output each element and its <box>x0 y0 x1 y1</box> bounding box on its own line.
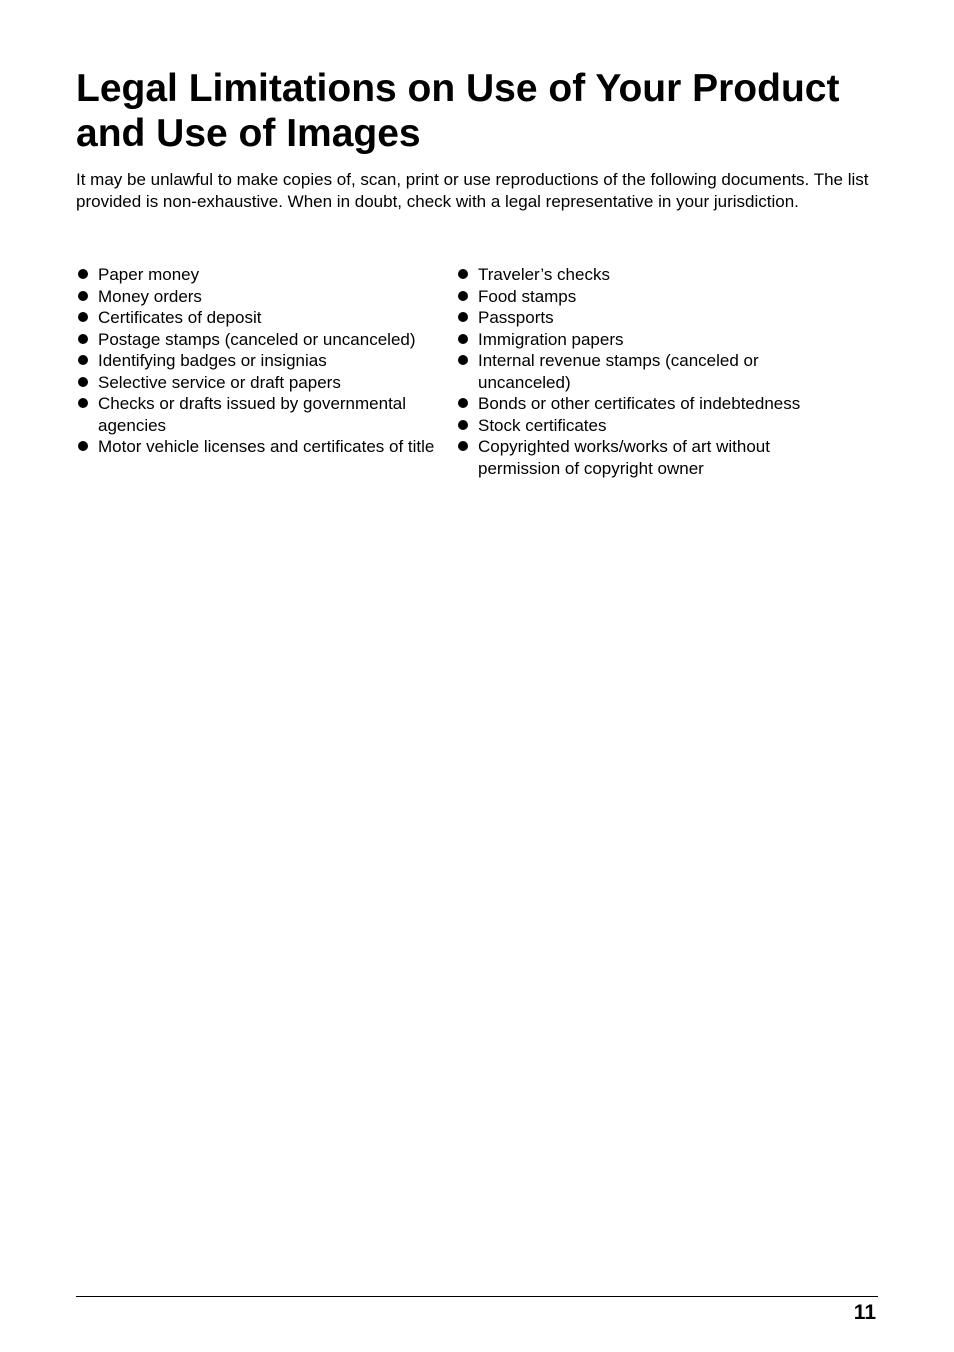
list-item <box>456 415 856 437</box>
list-item <box>76 307 460 329</box>
list-item-text: Identifying badges or insignias <box>98 351 327 370</box>
bullet-icon <box>78 269 88 279</box>
bullet-icon <box>458 334 468 344</box>
bullet-icon <box>458 420 468 430</box>
bullet-icon <box>458 291 468 301</box>
list-item-text: Immigration papers <box>478 329 624 349</box>
bullet-icon <box>458 398 468 408</box>
bullet-icon <box>458 312 468 322</box>
list-item-text: Copyrighted works/works of art without permission of copyright owner <box>478 437 770 478</box>
bullet-icon <box>78 441 88 451</box>
list-item <box>456 264 856 286</box>
list-item <box>76 372 460 394</box>
list-item-text: Food stamps <box>478 286 577 306</box>
intro-paragraph: It may be unlawful to make copies of, scan, print or use reproductions of the following documents. The list provided is non-exhaustive. When in doubt, check with a legal representative in your jurisdiction. <box>76 170 869 211</box>
restricted-documents-list-left <box>76 264 460 458</box>
page-number: 11 <box>853 1301 876 1324</box>
list-item <box>76 264 460 286</box>
list-item <box>76 329 460 351</box>
bullet-icon <box>78 398 88 408</box>
list-item <box>76 393 460 436</box>
list-item <box>456 393 856 415</box>
list-item-text: Postage stamps (canceled or uncanceled) <box>98 329 416 349</box>
bullet-icon <box>458 269 468 279</box>
list-item-text: Selective service or draft papers <box>98 372 341 392</box>
list-item-text: Traveler’s checks <box>478 265 610 284</box>
bullet-icon <box>78 355 88 365</box>
list-item-text: Passports <box>478 308 554 327</box>
list-item <box>76 436 460 458</box>
list-item <box>456 307 856 329</box>
bullet-icon <box>458 441 468 451</box>
list-item <box>76 286 460 308</box>
page-title: Legal Limitations on Use of Your Product and Use of Images <box>76 67 840 155</box>
list-item-text: Certificates of deposit <box>98 308 262 327</box>
bullet-icon <box>458 355 468 365</box>
list-item-text: Bonds or other certificates of indebtedness <box>478 394 801 413</box>
list-item-text: Stock certificates <box>478 415 607 435</box>
bullet-icon <box>78 291 88 301</box>
list-item <box>76 350 460 372</box>
list-item <box>456 436 856 479</box>
list-item-text: Paper money <box>98 265 200 284</box>
list-item <box>456 286 856 308</box>
list-item-text: Money orders <box>98 286 202 306</box>
list-item-text: Internal revenue stamps (canceled or uncanceled) <box>478 351 759 392</box>
restricted-documents-list-right <box>456 264 856 479</box>
bullet-icon <box>78 312 88 322</box>
list-item-text: Motor vehicle licenses and certificates of title <box>98 437 435 456</box>
bullet-icon <box>78 377 88 387</box>
bullet-icon <box>78 334 88 344</box>
list-item <box>456 329 856 351</box>
list-item <box>456 350 856 393</box>
footer-divider <box>76 1296 878 1297</box>
list-item-text: Checks or drafts issued by governmental agencies <box>98 394 407 435</box>
